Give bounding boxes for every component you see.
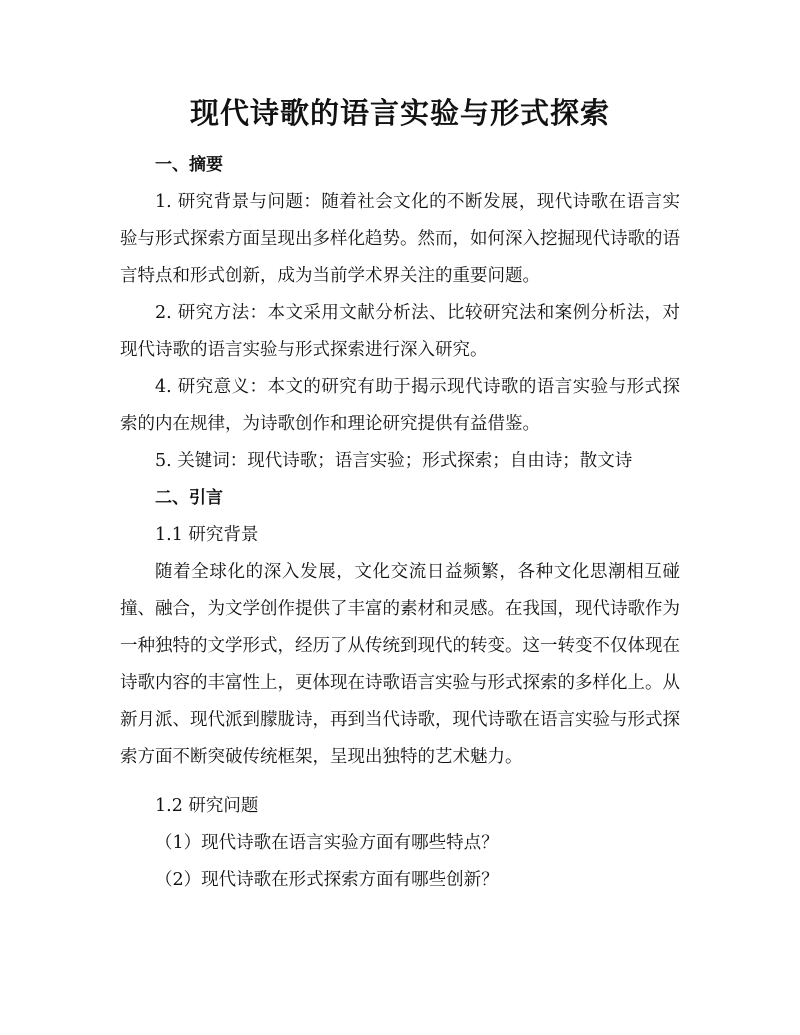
abstract-item: 5. 关键词：现代诗歌；语言实验；形式探索；自由诗；散文诗	[155, 451, 633, 471]
section-heading-abstract: 一、摘要	[155, 155, 223, 175]
background-paragraph: 随着全球化的深入发展，文化交流日益频繁，各种文化思潮相互碰撞、融合，为文学创作提供了丰富的素材和灵感。在我国，现代诗歌作为一种独特的文学形式，经历了从传统到现代的转变。这一转变不仅体现在诗歌内容的丰富性上，更体现在诗歌语言实验与形式探索的多样化上。从新月派、现代派到朦胧诗，再到当代诗歌，现代诗歌在语言实验与形式探索方面不断突破传统框架，呈现出独特的艺术魅力。	[120, 562, 680, 767]
research-question: （1）现代诗歌在语言实验方面有哪些特点？	[155, 833, 499, 853]
document-title: 现代诗歌的语言实验与形式探索	[189, 96, 610, 130]
abstract-item: 1. 研究背景与问题：随着社会文化的不断发展，现代诗歌在语言实验与形式探索方面呈现出多样化趋势。然而，如何深入挖掘现代诗歌的语言特点和形式创新，成为当前学术界关注的重要问题。	[120, 192, 680, 286]
abstract-item: 2. 研究方法：本文采用文献分析法、比较研究法和案例分析法，对现代诗歌的语言实验与形式探索进行深入研究。	[120, 303, 680, 360]
subheading-questions: 1.2 研究问题	[155, 796, 259, 816]
section-heading-introduction: 二、引言	[155, 488, 223, 508]
research-question: （2）现代诗歌在形式探索方面有哪些创新？	[155, 870, 499, 890]
subheading-background: 1.1 研究背景	[155, 525, 259, 545]
abstract-item: 4. 研究意义：本文的研究有助于揭示现代诗歌的语言实验与形式探索的内在规律，为诗歌创作和理论研究提供有益借鉴。	[120, 377, 680, 434]
document-body	[120, 147, 680, 899]
